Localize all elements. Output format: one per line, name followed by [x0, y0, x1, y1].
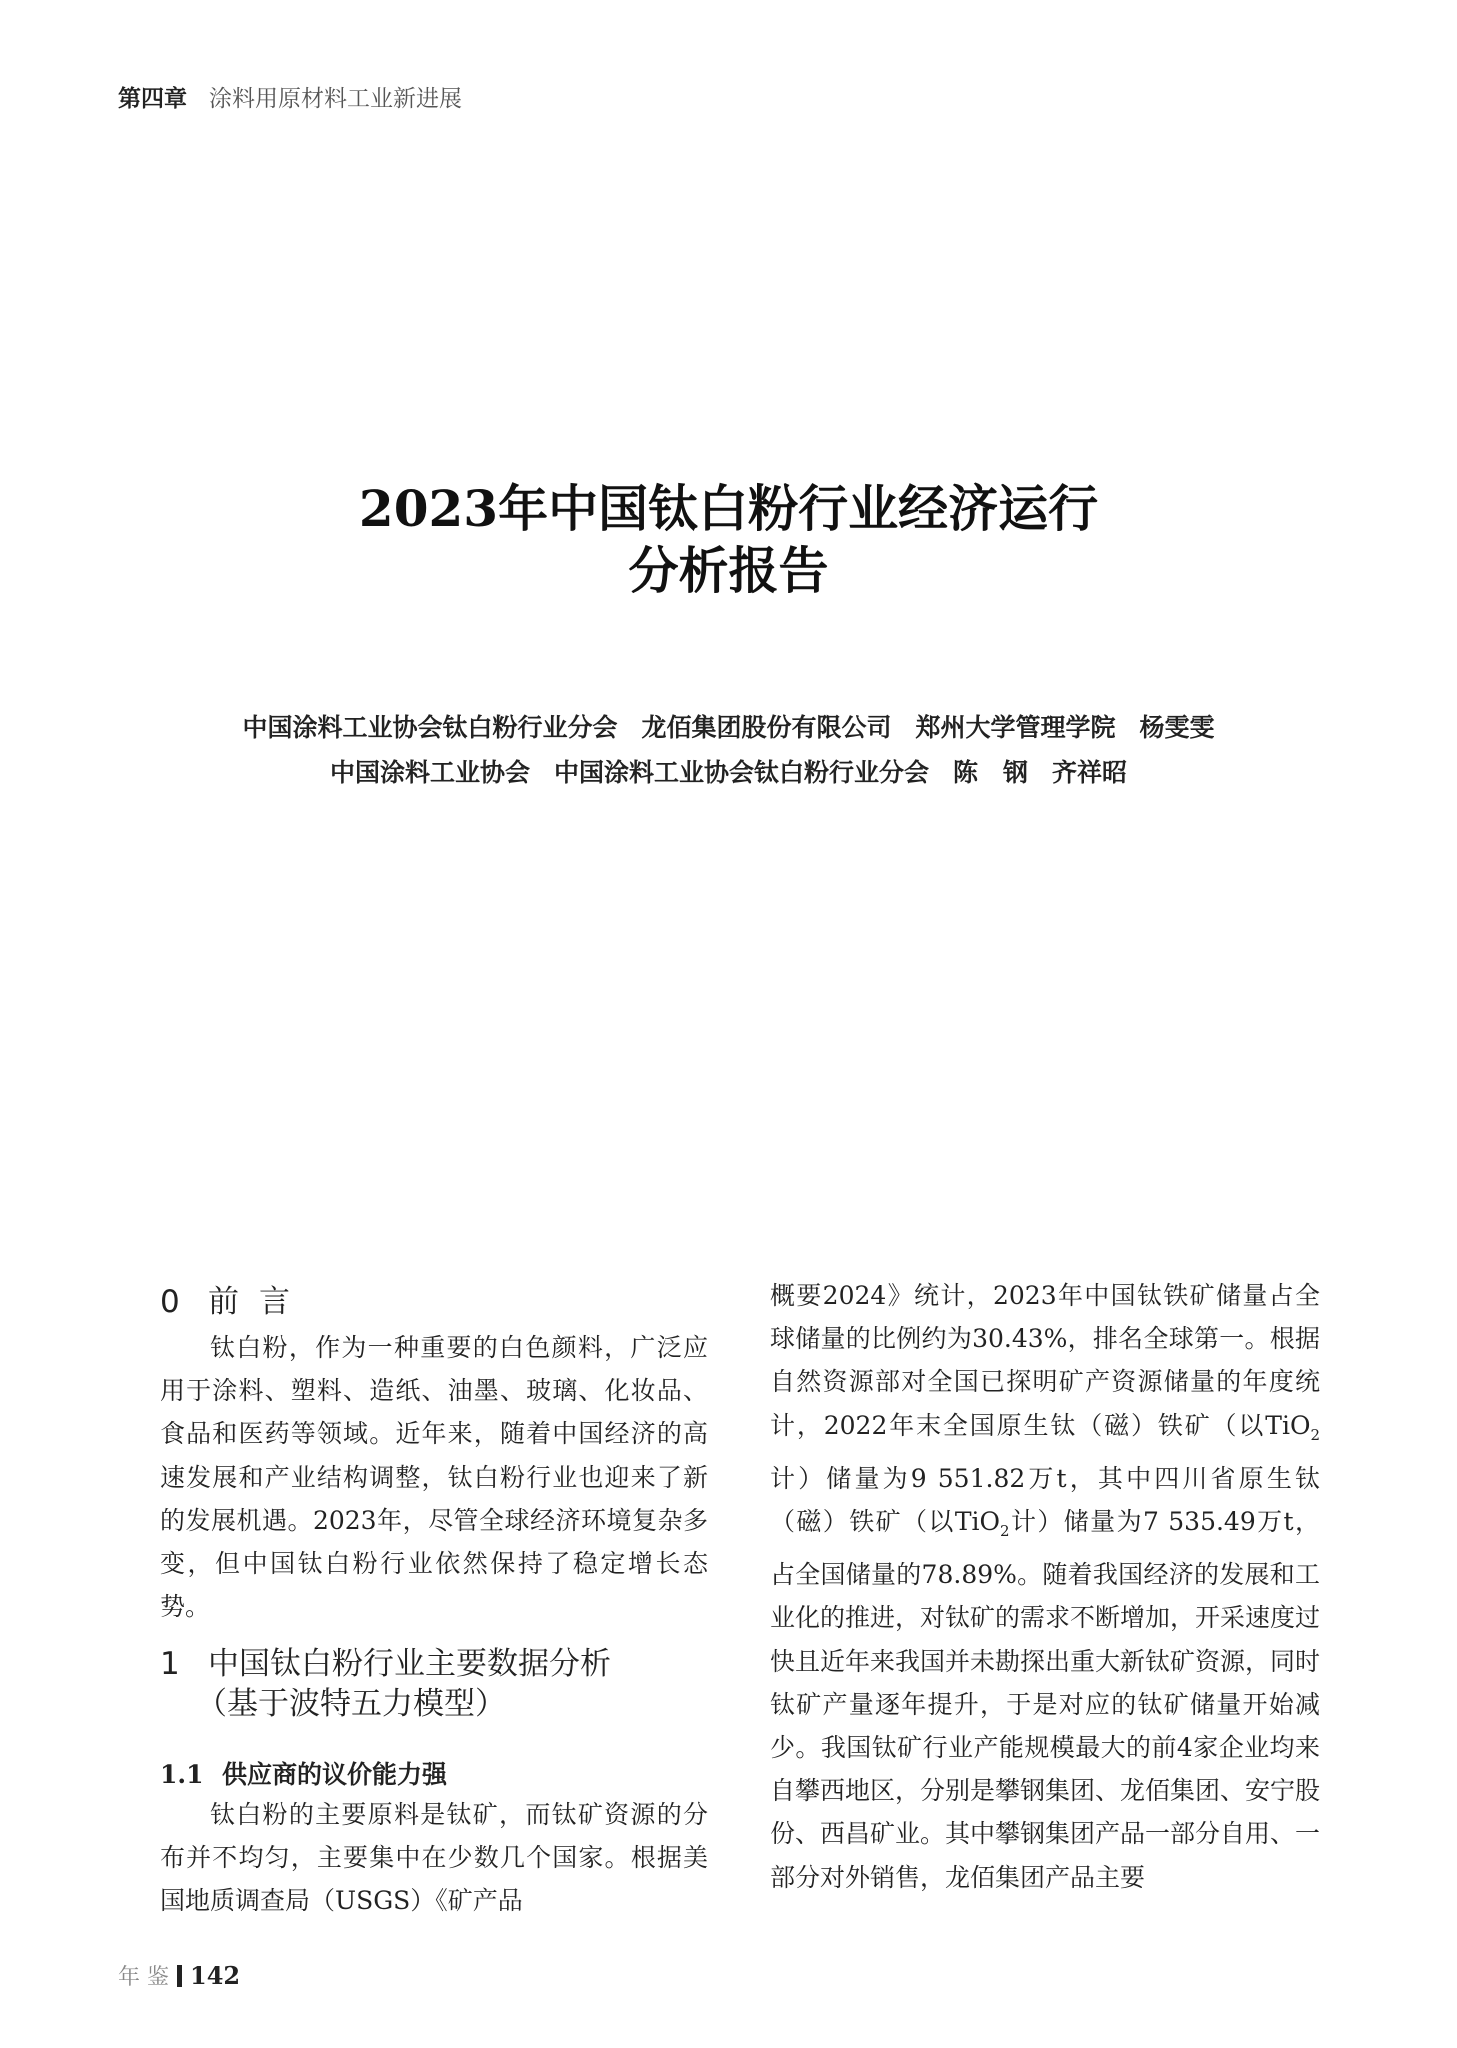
- footer-divider: [177, 1965, 182, 1987]
- section-label: 涂料用原材料工业新进展: [209, 86, 462, 112]
- author-name: 杨雯雯: [1139, 713, 1215, 742]
- article-title: [0, 478, 1457, 602]
- section-0-body: [160, 1326, 708, 1628]
- section-1-heading: [160, 1644, 611, 1724]
- author-name: 齐祥昭: [1052, 758, 1128, 787]
- text-run: 计）储量为9 551.82万t，其中四川省原生钛（磁）铁矿（以TiO: [770, 1463, 1320, 1537]
- paragraph: 钛白粉的主要原料是钛矿，而钛矿资源的分布并不均匀，主要集中在少数几个国家。根据美国地质调查局（USGS）《矿产品: [160, 1800, 708, 1916]
- subscript: 2: [1310, 1425, 1320, 1444]
- title-line-2: 分析报告: [628, 541, 829, 600]
- page-footer: [118, 1960, 240, 1991]
- subsection-1-1-body: [160, 1793, 708, 1923]
- section-title-line-1: 中国钛白粉行业主要数据分析: [208, 1646, 611, 1682]
- text-run: 计）储量为7 535.49万t，占全国储量的78.89%。随着我国经济的发展和工业化的推进，对钛矿的需求不断增加，开采速度过快且近年来我国并未勘探出重大新钛矿资源，同时钛矿产量逐年提升，于是对应的钛矿储量开始减少。我国钛矿行业产能规模最大的前4家企业均来自攀西地区，分别是攀钢集团、龙佰集团、安宁股份、西昌矿业。其中攀钢集团产品一部分自用、一部分对外销售，龙佰集团产品主要: [770, 1507, 1321, 1892]
- subsection-1-1-heading: [160, 1755, 447, 1791]
- affiliation: 郑州大学管理学院: [915, 713, 1116, 742]
- paragraph: 钛白粉，作为一种重要的白色颜料，广泛应用于涂料、塑料、造纸、油墨、玻璃、化妆品、食品和医药等领域。近年来，随着中国经济的高速发展和产业结构调整，钛白粉行业也迎来了新的发展机遇。2023年，尽管全球经济环境复杂多变，但中国钛白粉行业依然保持了稳定增长态势。: [160, 1333, 708, 1622]
- yearbook-label: 年 鉴: [118, 1965, 169, 1990]
- page-number: 142: [190, 1961, 241, 1990]
- author-block: [0, 705, 1457, 795]
- author-line-1: [0, 705, 1457, 750]
- affiliation: 中国涂料工业协会: [329, 758, 530, 787]
- affiliation: 龙佰集团股份有限公司: [641, 713, 892, 742]
- section-title: 前言: [208, 1284, 310, 1320]
- chapter-label: 第四章: [118, 86, 187, 112]
- title-line-1: 2023年中国钛白粉行业经济运行: [358, 479, 1099, 538]
- section-number: 1: [160, 1646, 180, 1682]
- affiliation: 中国涂料工业协会钛白粉行业分会: [242, 713, 618, 742]
- subsection-title: 供应商的议价能力强: [222, 1760, 448, 1789]
- affiliation: 中国涂料工业协会钛白粉行业分会: [553, 758, 929, 787]
- section-number: 0: [160, 1284, 180, 1320]
- section-0-heading: [160, 1276, 310, 1321]
- right-column-body: [770, 1274, 1320, 1899]
- text-run: 概要2024》统计，2023年中国钛铁矿储量占全球储量的比例约为30.43%，排名全球第一。根据自然资源部对全国已探明矿产资源储量的年度统计，2022年末全国原生钛（磁）铁矿（以TiO: [770, 1281, 1320, 1440]
- paragraph: [770, 1274, 1320, 1899]
- author-line-2: [0, 750, 1457, 795]
- section-title-line-2: （基于波特五力模型）: [196, 1686, 506, 1722]
- running-header: [118, 80, 462, 113]
- author-name: 陈 钢: [953, 758, 1029, 787]
- subscript: 2: [1000, 1522, 1010, 1541]
- subsection-number: 1.1: [160, 1760, 204, 1789]
